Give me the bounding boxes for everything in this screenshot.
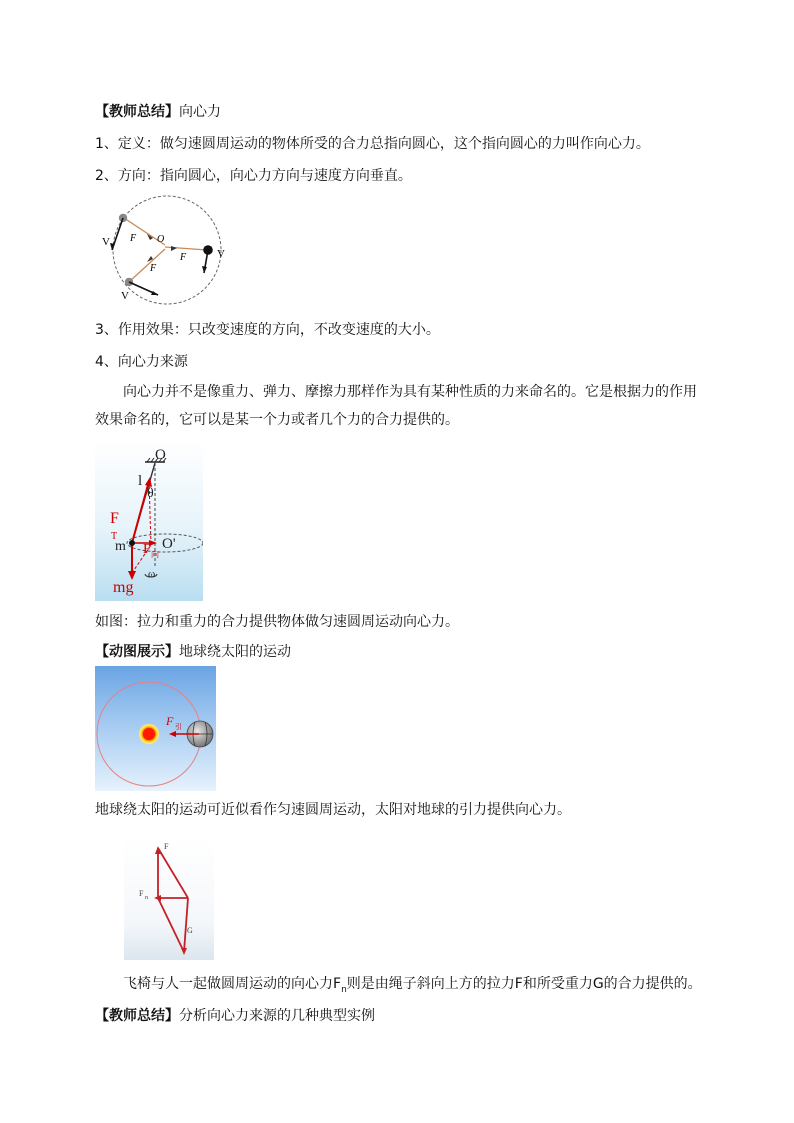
centripetal-subscript: n (145, 895, 148, 901)
paragraph-text: 飞椅与人一起做圆周运动的向心力F (123, 976, 342, 992)
paragraph-text: 则是由绳子斜向上方的拉力F和所受重力G的合力提供的。 (346, 976, 702, 992)
centripetal-label: F (139, 889, 144, 898)
section-heading-3 (95, 1006, 375, 1026)
force-triangle-figure (124, 838, 214, 960)
omega-label: ω (148, 568, 156, 580)
net-force-label: F (143, 542, 151, 557)
force-label: F (130, 233, 137, 244)
circular-motion-figure (95, 195, 245, 307)
subscript: n (341, 984, 347, 995)
net-force-subscript: 向 (151, 550, 159, 559)
section-title: 地球绕太阳的运动 (179, 644, 291, 660)
section-bracket: 【动图展示】 (95, 644, 179, 660)
tension-subscript: T (111, 531, 118, 542)
velocity-label: V (102, 236, 110, 248)
tension-label: F (164, 842, 169, 851)
section-heading-1 (95, 102, 221, 122)
pivot-label: O (155, 447, 166, 463)
weight-label: G (187, 926, 193, 935)
velocity-label: V (217, 248, 225, 260)
tension-label: F (110, 510, 119, 527)
force-label: F (180, 252, 187, 263)
center-label: O (157, 234, 165, 245)
section-bracket: 【教师总结】 (95, 104, 179, 120)
gravity-label: mg (113, 579, 134, 596)
section-bracket: 【教师总结】 (95, 1008, 179, 1024)
figure-caption-1: 如图：拉力和重力的合力提供物体做匀速圆周运动向心力。 (95, 614, 459, 630)
earth-sun-figure (95, 666, 216, 791)
mass-label: m (115, 539, 126, 554)
orbit-center-label: O' (162, 536, 176, 552)
source-item: 4、向心力来源 (95, 354, 188, 370)
flying-chair-paragraph (95, 970, 715, 1004)
direction-item: 2、方向：指向圆心，向心力方向与速度方向垂直。 (95, 168, 412, 184)
force-label: F (150, 263, 157, 274)
section-title: 分析向心力来源的几种典型实例 (179, 1008, 375, 1024)
figure-caption-2: 地球绕太阳的运动可近似看作匀速圆周运动，太阳对地球的引力提供向心力。 (95, 802, 571, 818)
conical-pendulum-figure (95, 441, 203, 601)
explanation-paragraph: 向心力并不是像重力、弹力、摩擦力那样作为具有某种性质的力来命名的。它是根据力的作用效果命名的，它可以是某一个力或者几个力的合力提供的。 (95, 384, 697, 428)
gravity-force-subscript: 引 (175, 723, 182, 731)
section-title: 向心力 (179, 104, 221, 120)
gravity-force-label: F (166, 714, 174, 728)
angle-label: θ (147, 486, 154, 501)
effect-item: 3、作用效果：只改变速度的方向，不改变速度的大小。 (95, 322, 440, 338)
length-label: l (138, 473, 143, 489)
definition-item: 1、定义：做匀速圆周运动的物体所受的合力总指向圆心，这个指向圆心的力叫作向心力。 (95, 136, 650, 152)
section-heading-2 (95, 642, 291, 662)
velocity-label: V (121, 290, 129, 302)
